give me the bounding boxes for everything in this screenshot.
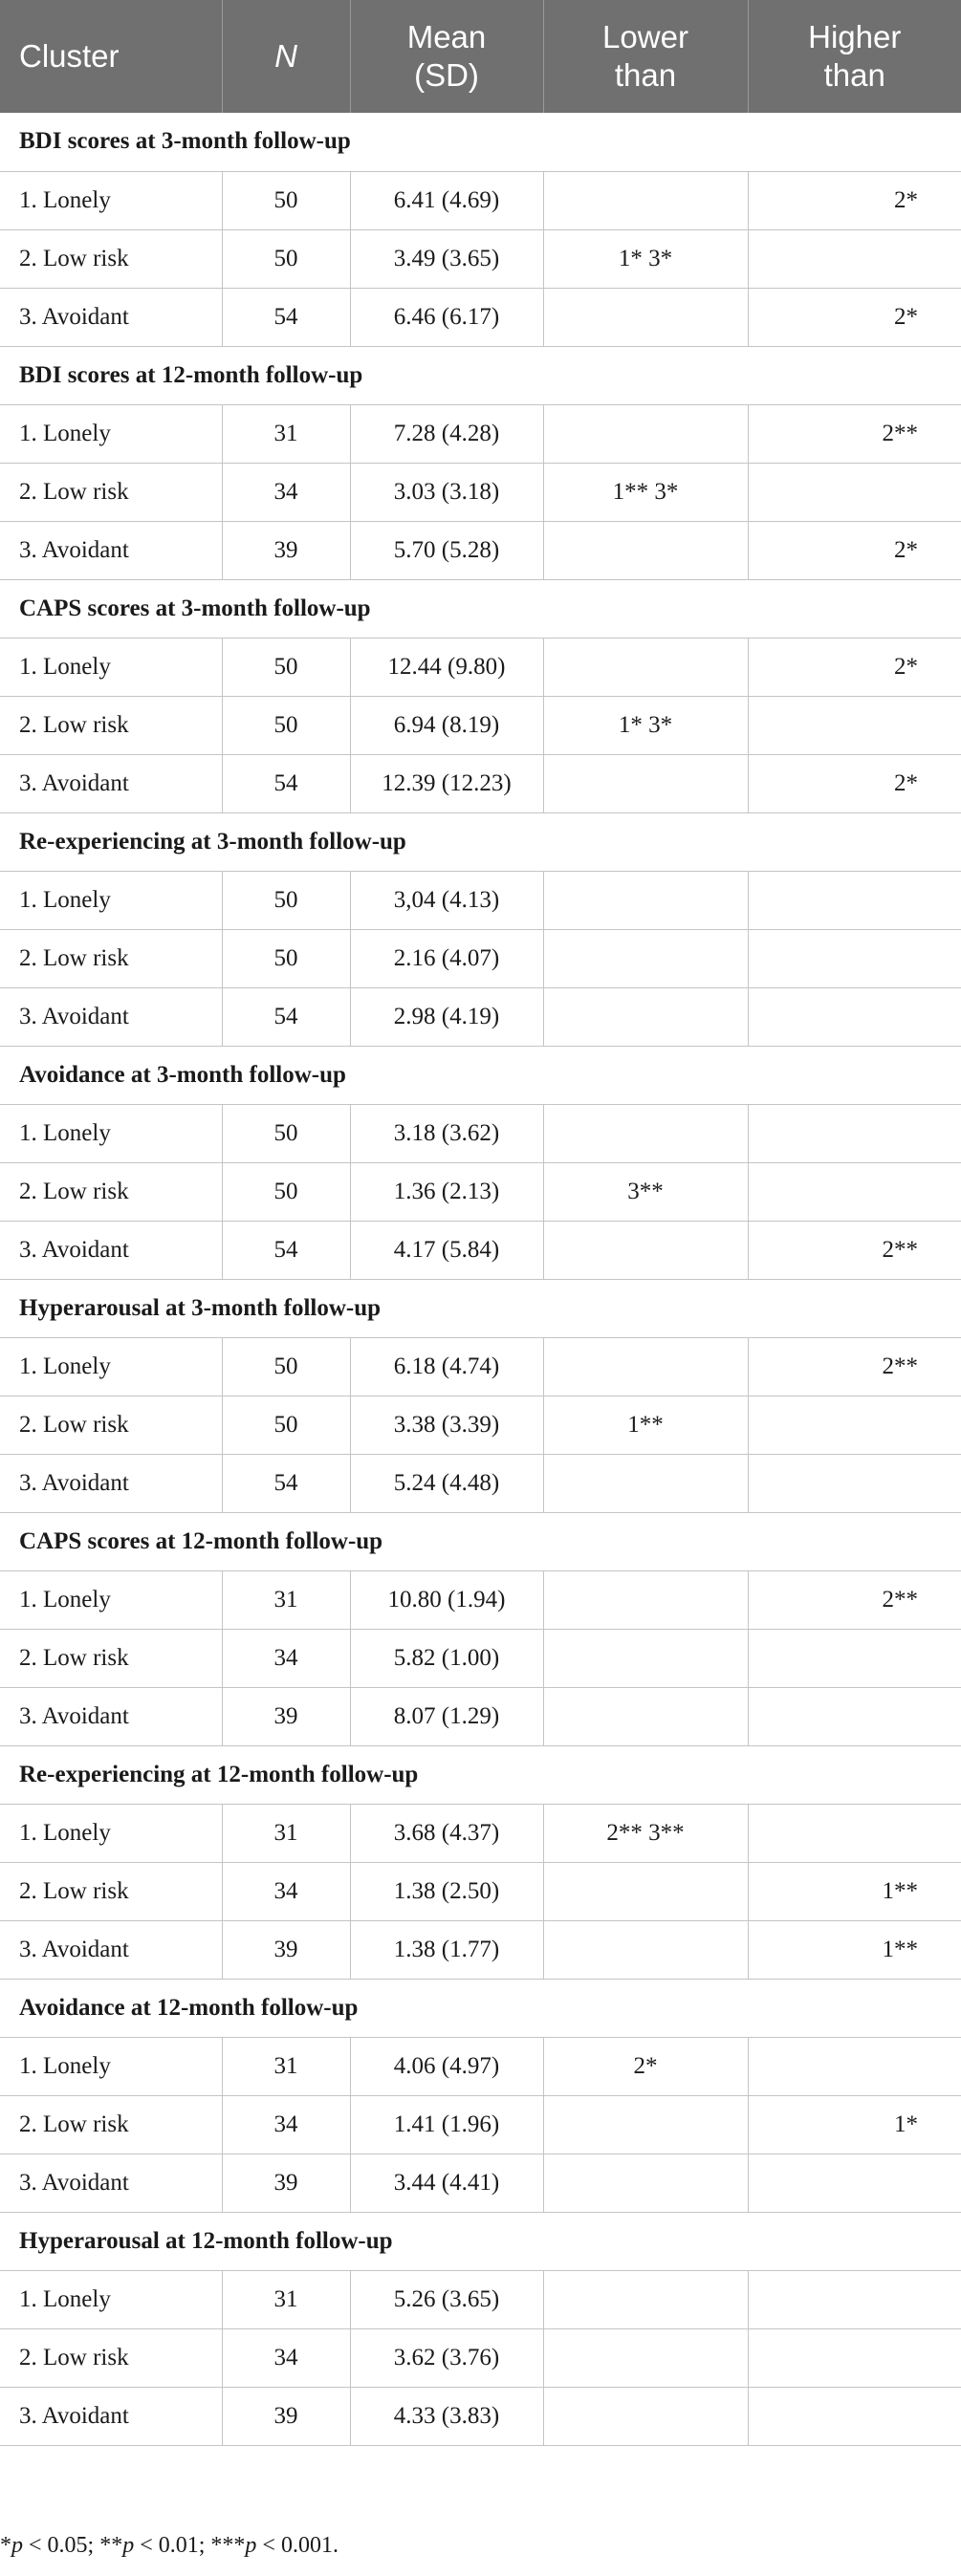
higher-than-cell xyxy=(748,2328,961,2387)
lower-than-cell xyxy=(543,1454,748,1512)
cluster-cell: 2. Low risk xyxy=(0,2328,222,2387)
mean-sd-cell: 12.39 (12.23) xyxy=(350,754,543,812)
cluster-cell: 3. Avoidant xyxy=(0,2154,222,2212)
higher-than-cell xyxy=(748,1629,961,1687)
mean-sd-cell: 4.33 (3.83) xyxy=(350,2387,543,2445)
mean-sd-cell: 1.41 (1.96) xyxy=(350,2095,543,2154)
section-row xyxy=(0,1512,961,1570)
table-row xyxy=(0,2328,961,2387)
lower-than-cell xyxy=(543,2095,748,2154)
cluster-cell: 3. Avoidant xyxy=(0,1687,222,1745)
lower-than-cell: 1** 3* xyxy=(543,463,748,521)
section-title: BDI scores at 3-month follow-up xyxy=(0,113,961,171)
lower-than-cell xyxy=(543,1104,748,1162)
table-row xyxy=(0,871,961,929)
n-cell: 39 xyxy=(222,1687,350,1745)
section-row xyxy=(0,113,961,171)
higher-than-cell: 2* xyxy=(748,638,961,696)
footnote: *p < 0.05; **p < 0.01; ***p < 0.001. xyxy=(0,2533,339,2558)
mean-sd-cell: 1.38 (1.77) xyxy=(350,1920,543,1979)
higher-than-cell xyxy=(748,1804,961,1862)
cluster-cell: 3. Avoidant xyxy=(0,1221,222,1279)
higher-than-cell xyxy=(748,2154,961,2212)
section-row xyxy=(0,1979,961,2037)
lower-than-cell xyxy=(543,2154,748,2212)
mean-sd-cell: 6.94 (8.19) xyxy=(350,696,543,754)
mean-sd-cell: 4.17 (5.84) xyxy=(350,1221,543,1279)
cluster-cell: 2. Low risk xyxy=(0,929,222,987)
cluster-cell: 1. Lonely xyxy=(0,1337,222,1396)
section-row xyxy=(0,579,961,638)
higher-than-cell xyxy=(748,463,961,521)
section-row xyxy=(0,812,961,871)
table-row xyxy=(0,1920,961,1979)
n-cell: 50 xyxy=(222,1104,350,1162)
n-cell: 50 xyxy=(222,871,350,929)
n-cell: 34 xyxy=(222,1629,350,1687)
mean-sd-cell: 1.38 (2.50) xyxy=(350,1862,543,1920)
mean-sd-cell: 3.44 (4.41) xyxy=(350,2154,543,2212)
table-row xyxy=(0,1162,961,1221)
lower-than-cell xyxy=(543,404,748,463)
header-higher-than: Higher than xyxy=(748,0,961,113)
table-row xyxy=(0,2387,961,2445)
table-row xyxy=(0,754,961,812)
lower-than-cell xyxy=(543,638,748,696)
n-cell: 39 xyxy=(222,521,350,579)
mean-sd-cell: 7.28 (4.28) xyxy=(350,404,543,463)
lower-than-cell xyxy=(543,929,748,987)
cluster-cell: 2. Low risk xyxy=(0,1862,222,1920)
lower-than-cell xyxy=(543,1570,748,1629)
higher-than-cell: 1** xyxy=(748,1862,961,1920)
n-cell: 39 xyxy=(222,2154,350,2212)
lower-than-cell xyxy=(543,288,748,346)
section-row xyxy=(0,346,961,404)
cluster-cell: 2. Low risk xyxy=(0,463,222,521)
n-cell: 34 xyxy=(222,2328,350,2387)
n-cell: 54 xyxy=(222,288,350,346)
table-row xyxy=(0,1570,961,1629)
n-cell: 50 xyxy=(222,229,350,288)
header-cluster: Cluster xyxy=(0,0,222,113)
mean-sd-cell: 5.70 (5.28) xyxy=(350,521,543,579)
mean-sd-cell: 3,04 (4.13) xyxy=(350,871,543,929)
table-row xyxy=(0,1337,961,1396)
lower-than-cell xyxy=(543,1862,748,1920)
cluster-cell: 1. Lonely xyxy=(0,2037,222,2095)
cluster-cell: 2. Low risk xyxy=(0,229,222,288)
higher-than-cell xyxy=(748,1687,961,1745)
higher-than-cell xyxy=(748,871,961,929)
header-row xyxy=(0,0,961,113)
lower-than-cell xyxy=(543,2387,748,2445)
table-row xyxy=(0,2037,961,2095)
higher-than-cell: 2* xyxy=(748,521,961,579)
cluster-cell: 3. Avoidant xyxy=(0,288,222,346)
cluster-cell: 3. Avoidant xyxy=(0,754,222,812)
section-row xyxy=(0,2212,961,2270)
higher-than-cell: 1* xyxy=(748,2095,961,2154)
n-cell: 39 xyxy=(222,2387,350,2445)
section-title: Avoidance at 3-month follow-up xyxy=(0,1046,961,1104)
lower-than-cell: 1* 3* xyxy=(543,229,748,288)
table-row xyxy=(0,404,961,463)
lower-than-cell xyxy=(543,987,748,1046)
mean-sd-cell: 6.41 (4.69) xyxy=(350,171,543,229)
mean-sd-cell: 3.62 (3.76) xyxy=(350,2328,543,2387)
table-row xyxy=(0,696,961,754)
lower-than-cell: 3** xyxy=(543,1162,748,1221)
lower-than-cell xyxy=(543,2328,748,2387)
n-cell: 39 xyxy=(222,1920,350,1979)
higher-than-cell: 2** xyxy=(748,1337,961,1396)
higher-than-cell xyxy=(748,929,961,987)
table-row xyxy=(0,229,961,288)
mean-sd-cell: 3.03 (3.18) xyxy=(350,463,543,521)
higher-than-cell: 1** xyxy=(748,1920,961,1979)
section-title: Avoidance at 12-month follow-up xyxy=(0,1979,961,2037)
header-lower-than: Lower than xyxy=(543,0,748,113)
n-cell: 54 xyxy=(222,1221,350,1279)
section-title: Hyperarousal at 12-month follow-up xyxy=(0,2212,961,2270)
n-cell: 31 xyxy=(222,1570,350,1629)
table-row xyxy=(0,521,961,579)
higher-than-cell xyxy=(748,2270,961,2328)
n-cell: 50 xyxy=(222,696,350,754)
n-cell: 50 xyxy=(222,1396,350,1454)
mean-sd-cell: 2.98 (4.19) xyxy=(350,987,543,1046)
table-row xyxy=(0,1396,961,1454)
n-cell: 50 xyxy=(222,929,350,987)
table-row xyxy=(0,638,961,696)
lower-than-cell xyxy=(543,871,748,929)
mean-sd-cell: 3.38 (3.39) xyxy=(350,1396,543,1454)
cluster-cell: 1. Lonely xyxy=(0,1104,222,1162)
mean-sd-cell: 2.16 (4.07) xyxy=(350,929,543,987)
table-row xyxy=(0,1629,961,1687)
mean-sd-cell: 6.18 (4.74) xyxy=(350,1337,543,1396)
cluster-cell: 2. Low risk xyxy=(0,1162,222,1221)
section-title: BDI scores at 12-month follow-up xyxy=(0,346,961,404)
table-row xyxy=(0,929,961,987)
section-row xyxy=(0,1046,961,1104)
n-cell: 50 xyxy=(222,1337,350,1396)
n-cell: 54 xyxy=(222,754,350,812)
lower-than-cell xyxy=(543,521,748,579)
cluster-cell: 1. Lonely xyxy=(0,2270,222,2328)
table-row xyxy=(0,463,961,521)
mean-sd-cell: 3.68 (4.37) xyxy=(350,1804,543,1862)
n-cell: 31 xyxy=(222,404,350,463)
lower-than-cell: 2** 3** xyxy=(543,1804,748,1862)
mean-sd-cell: 10.80 (1.94) xyxy=(350,1570,543,1629)
higher-than-cell xyxy=(748,229,961,288)
cluster-cell: 1. Lonely xyxy=(0,171,222,229)
higher-than-cell: 2* xyxy=(748,754,961,812)
mean-sd-cell: 1.36 (2.13) xyxy=(350,1162,543,1221)
n-cell: 54 xyxy=(222,1454,350,1512)
lower-than-cell xyxy=(543,1629,748,1687)
mean-sd-cell: 5.26 (3.65) xyxy=(350,2270,543,2328)
n-cell: 50 xyxy=(222,1162,350,1221)
higher-than-cell: 2** xyxy=(748,404,961,463)
n-cell: 31 xyxy=(222,2037,350,2095)
higher-than-cell: 2* xyxy=(748,171,961,229)
header-n: N xyxy=(222,0,350,113)
cluster-cell: 3. Avoidant xyxy=(0,1920,222,1979)
higher-than-cell: 2** xyxy=(748,1221,961,1279)
lower-than-cell: 2* xyxy=(543,2037,748,2095)
section-row xyxy=(0,1279,961,1337)
table-row xyxy=(0,1104,961,1162)
cluster-cell: 3. Avoidant xyxy=(0,521,222,579)
table-body xyxy=(0,113,961,2445)
n-cell: 54 xyxy=(222,987,350,1046)
section-title: Hyperarousal at 3-month follow-up xyxy=(0,1279,961,1337)
lower-than-cell: 1* 3* xyxy=(543,696,748,754)
mean-sd-cell: 12.44 (9.80) xyxy=(350,638,543,696)
table-row xyxy=(0,1221,961,1279)
lower-than-cell xyxy=(543,1920,748,1979)
n-cell: 31 xyxy=(222,2270,350,2328)
higher-than-cell: 2* xyxy=(748,288,961,346)
table-row xyxy=(0,2270,961,2328)
higher-than-cell xyxy=(748,1162,961,1221)
table-row xyxy=(0,1687,961,1745)
mean-sd-cell: 5.24 (4.48) xyxy=(350,1454,543,1512)
table-row xyxy=(0,171,961,229)
section-title: Re-experiencing at 3-month follow-up xyxy=(0,812,961,871)
lower-than-cell xyxy=(543,1687,748,1745)
cluster-cell: 2. Low risk xyxy=(0,1629,222,1687)
mean-sd-cell: 6.46 (6.17) xyxy=(350,288,543,346)
table-row xyxy=(0,2095,961,2154)
higher-than-cell xyxy=(748,1454,961,1512)
cluster-cell: 2. Low risk xyxy=(0,1396,222,1454)
table-row xyxy=(0,987,961,1046)
higher-than-cell xyxy=(748,1396,961,1454)
mean-sd-cell: 3.49 (3.65) xyxy=(350,229,543,288)
higher-than-cell xyxy=(748,987,961,1046)
lower-than-cell xyxy=(543,171,748,229)
section-title: CAPS scores at 12-month follow-up xyxy=(0,1512,961,1570)
table-row xyxy=(0,288,961,346)
cluster-cell: 2. Low risk xyxy=(0,696,222,754)
cluster-cell: 2. Low risk xyxy=(0,2095,222,2154)
higher-than-cell xyxy=(748,696,961,754)
cluster-cell: 1. Lonely xyxy=(0,638,222,696)
section-title: Re-experiencing at 12-month follow-up xyxy=(0,1745,961,1804)
cluster-cell: 1. Lonely xyxy=(0,404,222,463)
higher-than-cell xyxy=(748,2387,961,2445)
mean-sd-cell: 3.18 (3.62) xyxy=(350,1104,543,1162)
mean-sd-cell: 4.06 (4.97) xyxy=(350,2037,543,2095)
cluster-cell: 3. Avoidant xyxy=(0,987,222,1046)
n-cell: 50 xyxy=(222,171,350,229)
mean-sd-cell: 8.07 (1.29) xyxy=(350,1687,543,1745)
cluster-cell: 3. Avoidant xyxy=(0,1454,222,1512)
mean-sd-cell: 5.82 (1.00) xyxy=(350,1629,543,1687)
n-cell: 31 xyxy=(222,1804,350,1862)
cluster-cell: 1. Lonely xyxy=(0,1570,222,1629)
table-row xyxy=(0,1862,961,1920)
cluster-cell: 1. Lonely xyxy=(0,871,222,929)
table-row xyxy=(0,1804,961,1862)
lower-than-cell xyxy=(543,2270,748,2328)
n-cell: 34 xyxy=(222,463,350,521)
n-cell: 50 xyxy=(222,638,350,696)
n-cell: 34 xyxy=(222,2095,350,2154)
lower-than-cell: 1** xyxy=(543,1396,748,1454)
n-cell: 34 xyxy=(222,1862,350,1920)
section-title: CAPS scores at 3-month follow-up xyxy=(0,579,961,638)
table-row xyxy=(0,2154,961,2212)
higher-than-cell xyxy=(748,1104,961,1162)
section-row xyxy=(0,1745,961,1804)
lower-than-cell xyxy=(543,1337,748,1396)
table-row xyxy=(0,1454,961,1512)
lower-than-cell xyxy=(543,1221,748,1279)
higher-than-cell xyxy=(748,2037,961,2095)
lower-than-cell xyxy=(543,754,748,812)
cluster-cell: 3. Avoidant xyxy=(0,2387,222,2445)
higher-than-cell: 2** xyxy=(748,1570,961,1629)
header-mean-sd: Mean (SD) xyxy=(350,0,543,113)
cluster-cell: 1. Lonely xyxy=(0,1804,222,1862)
